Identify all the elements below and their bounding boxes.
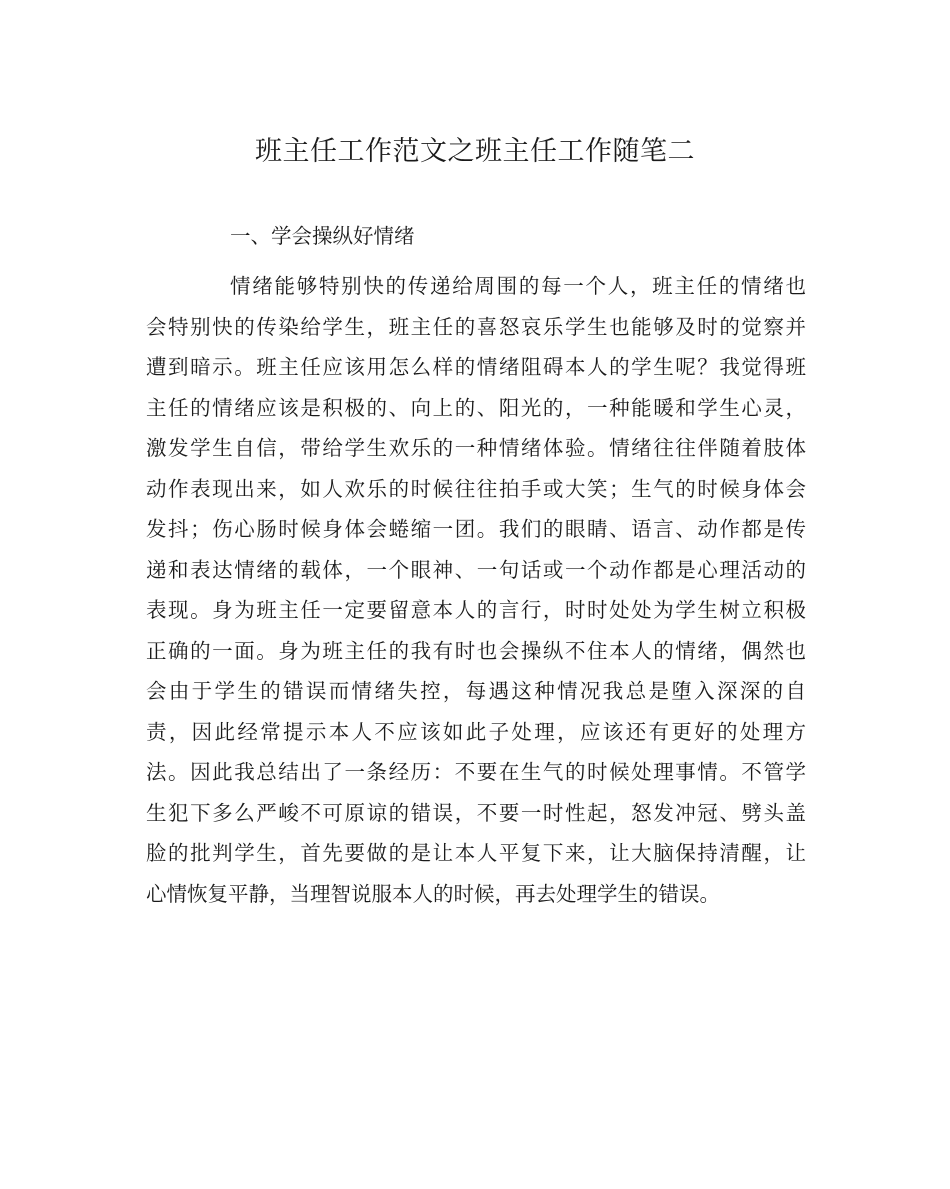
- paragraph-line: 发抖；伤心肠时候身体会蜷缩一团。我们的眼睛、语言、动作都是传: [146, 517, 806, 541]
- paragraph-line: 激发学生自信，带给学生欢乐的一种情绪体验。情绪往往伴随着肢体: [146, 436, 806, 460]
- paragraph-line: 心情恢复平静，当理智说服本人的时候，再去处理学生的错误。: [146, 881, 720, 906]
- paragraph-line: 会由于学生的错误而情绪失控，每遇这种情况我总是堕入深深的自: [146, 679, 806, 703]
- paragraph-line: 正确的一面。身为班主任的我有时也会操纵不住本人的情绪，偶然也: [146, 638, 806, 663]
- paragraph-line: 情绪能够特别快的传递给周围的每一个人，班主任的情绪也: [230, 274, 806, 298]
- paragraph-line: 生犯下多么严峻不可原谅的错误，不要一时性起，怒发冲冠、劈头盖: [146, 800, 806, 825]
- paragraph-line: 遭到暗示。班主任应该用怎么样的情绪阻碍本人的学生呢？我觉得班: [146, 355, 806, 379]
- paragraph-line: 递和表达情绪的载体，一个眼神、一句话或一个动作都是心理活动的: [146, 557, 806, 582]
- paragraph-line: 主任的情绪应该是积极的、向上的、阳光的，一种能暖和学生心灵，: [146, 395, 806, 420]
- paragraph-line: 表现。身为班主任一定要留意本人的言行，时时处处为学生树立积极: [146, 598, 806, 622]
- paragraph-line: 会特别快的传染给学生，班主任的喜怒哀乐学生也能够及时的觉察并: [146, 314, 806, 339]
- document-title: 班主任工作范文之班主任工作随笔二: [255, 136, 695, 167]
- paragraph-line: 动作表现出来，如人欢乐的时候往往拍手或大笑；生气的时候身体会: [146, 476, 806, 501]
- body-paragraph: [146, 266, 806, 914]
- section-heading: 一、学会操纵好情绪: [230, 224, 415, 248]
- paragraph-line: 法。因此我总结出了一条经历：不要在生气的时候处理事情。不管学: [146, 760, 806, 784]
- paragraph-line: 责，因此经常提示本人不应该如此子处理，应该还有更好的处理方: [146, 719, 806, 744]
- paragraph-line: 脸的批判学生，首先要做的是让本人平复下来，让大脑保持清醒，让: [146, 841, 806, 865]
